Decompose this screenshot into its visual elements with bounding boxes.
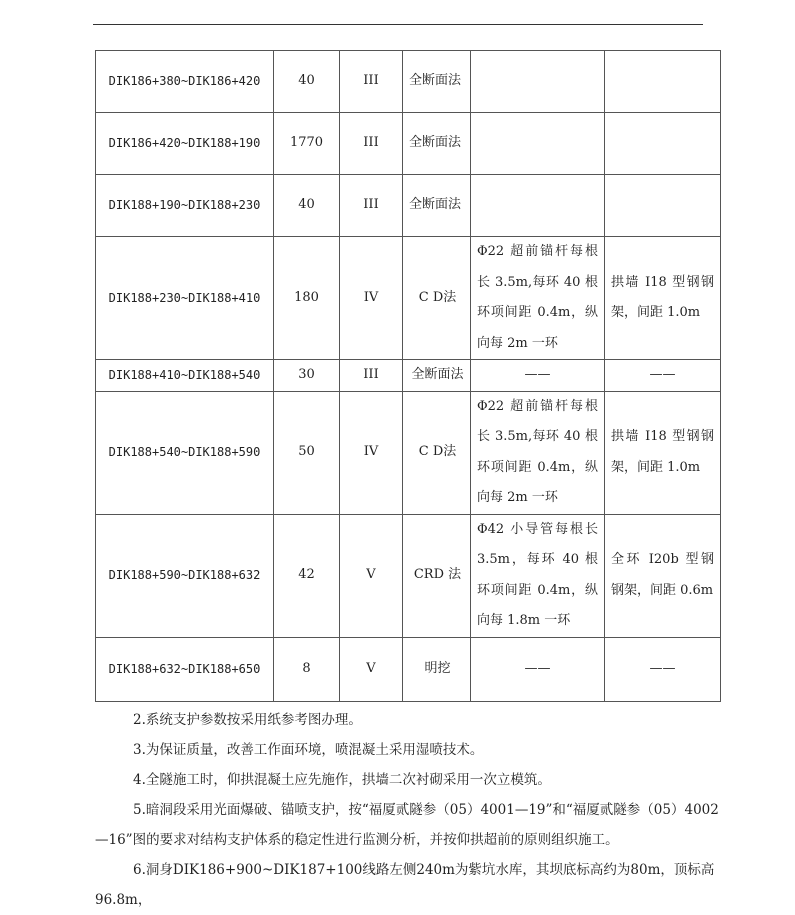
length-cell: 50 <box>274 391 340 514</box>
length-cell: 40 <box>274 175 340 237</box>
steel-support-cell: —— <box>605 637 721 701</box>
note-5: 5.暗洞段采用光面爆破、锚喷支护，按“福厦贰隧参（05）4001—19”和“福厦贰隧参（05）4002—16”图的要求对结构支护体系的稳定性进行监测分析，并按仰拱超前的原则组织施工。 <box>95 802 719 848</box>
advance-support-cell <box>471 175 605 237</box>
advance-support-cell <box>471 51 605 113</box>
note-2: 2.系统支护参数按采用纸参考图办理。 <box>133 712 362 728</box>
note-4: 4.全隧施工时，仰拱混凝土应先施作，拱墙二次衬砌采用一次立模筑。 <box>133 772 551 788</box>
grade-cell: V <box>340 637 403 701</box>
table-row <box>96 175 721 237</box>
segment-cell: DIK186+420~DIK188+190 <box>96 113 274 175</box>
segment-cell: DIK188+410~DIK188+540 <box>96 360 274 392</box>
length-cell: 180 <box>274 237 340 360</box>
note-3: 3.为保证质量，改善工作面环境，喷混凝土采用湿喷技术。 <box>133 742 484 758</box>
steel-support-cell <box>605 113 721 175</box>
advance-support-cell <box>471 113 605 175</box>
steel-support-cell <box>605 51 721 113</box>
grade-cell: IV <box>340 391 403 514</box>
header-rule <box>93 24 703 25</box>
segment-cell: DIK188+230~DIK188+410 <box>96 237 274 360</box>
support-parameter-table <box>95 50 721 702</box>
segment-cell: DIK186+380~DIK186+420 <box>96 51 274 113</box>
grade-cell: IV <box>340 237 403 360</box>
steel-support-cell <box>605 175 721 237</box>
segment-cell: DIK188+632~DIK188+650 <box>96 637 274 701</box>
method-cell: 全断面法 <box>403 113 471 175</box>
note-6: 6.洞身DIK186+900~DIK187+100线路左侧240m为紫坑水库，其坝底标高约为80m，顶标高96.8m， <box>95 862 715 908</box>
table-row <box>96 237 721 360</box>
grade-cell: III <box>340 51 403 113</box>
method-cell: 明挖 <box>403 637 471 701</box>
length-cell: 8 <box>274 637 340 701</box>
length-cell: 30 <box>274 360 340 392</box>
segment-cell: DIK188+540~DIK188+590 <box>96 391 274 514</box>
advance-support-cell: —— <box>471 360 605 392</box>
grade-cell: V <box>340 514 403 637</box>
method-cell: C D法 <box>403 391 471 514</box>
advance-support-cell: —— <box>471 637 605 701</box>
table-row <box>96 637 721 701</box>
method-cell: 全断面法 <box>403 175 471 237</box>
grade-cell: III <box>340 360 403 392</box>
length-cell: 40 <box>274 51 340 113</box>
table-row <box>96 113 721 175</box>
method-cell: 全断面法 <box>403 51 471 113</box>
table-row <box>96 514 721 637</box>
table-row <box>96 51 721 113</box>
length-cell: 42 <box>274 514 340 637</box>
grade-cell: III <box>340 113 403 175</box>
advance-support-cell: Φ42 小导管每根长 3.5m，每环 40 根环项间距 0.4m，纵向每 1.8m 一环 <box>471 514 605 637</box>
method-cell: CRD 法 <box>403 514 471 637</box>
method-cell: 全断面法 <box>403 360 471 392</box>
segment-cell: DIK188+590~DIK188+632 <box>96 514 274 637</box>
table-row <box>96 360 721 392</box>
steel-support-cell: 全环 I20b 型钢钢架，间距 0.6m <box>605 514 721 637</box>
advance-support-cell: Φ22 超前锚杆每根长 3.5m,每环 40 根环项间距 0.4m，纵向每 2m 一环 <box>471 391 605 514</box>
construction-notes <box>95 705 720 915</box>
steel-support-cell: 拱墙 I18 型钢钢架，间距 1.0m <box>605 391 721 514</box>
advance-support-cell: Φ22 超前锚杆每根长 3.5m,每环 40 根环项间距 0.4m，纵向每 2m 一环 <box>471 237 605 360</box>
table-row <box>96 391 721 514</box>
steel-support-cell: —— <box>605 360 721 392</box>
grade-cell: III <box>340 175 403 237</box>
method-cell: C D法 <box>403 237 471 360</box>
segment-cell: DIK188+190~DIK188+230 <box>96 175 274 237</box>
length-cell: 1770 <box>274 113 340 175</box>
steel-support-cell: 拱墙 I18 型钢钢架，间距 1.0m <box>605 237 721 360</box>
